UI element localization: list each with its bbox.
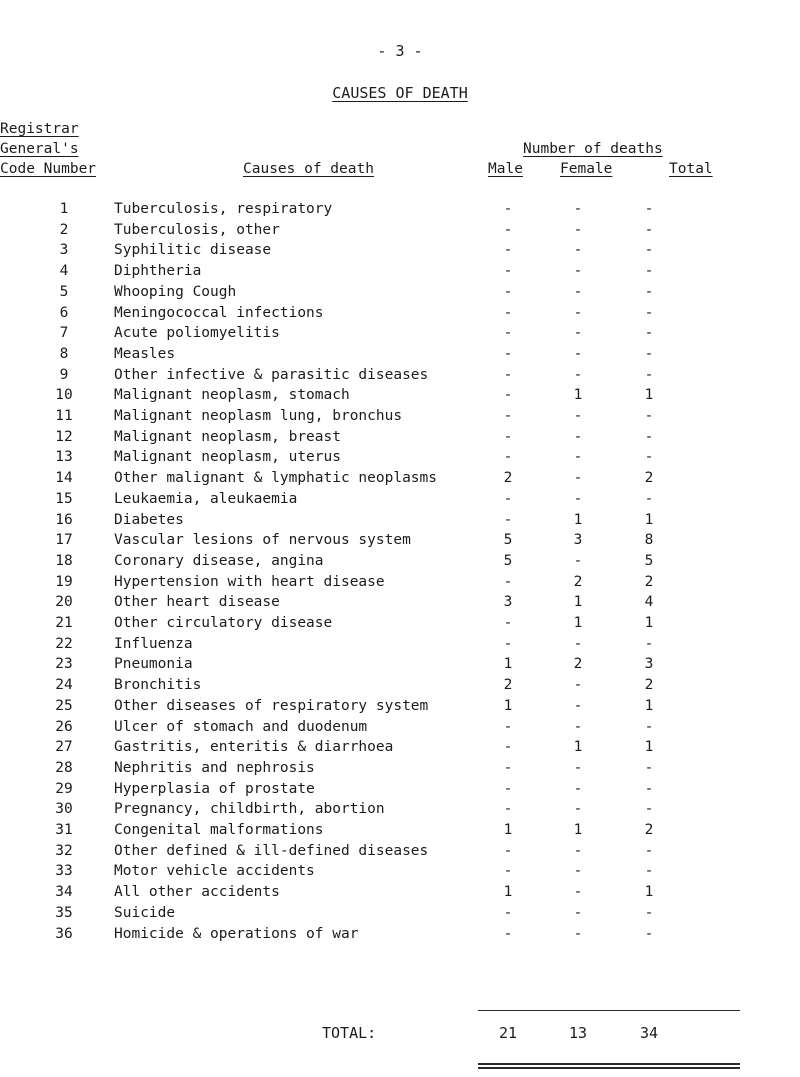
row-total: 8 <box>644 532 654 549</box>
row-total: - <box>644 325 654 342</box>
row-female: - <box>573 470 583 487</box>
header-generals: General's <box>0 141 79 157</box>
row-code: 18 <box>55 552 73 569</box>
row-cause: Malignant neoplasm lung, bronchus <box>114 408 403 424</box>
row-cause: Measles <box>114 345 176 362</box>
row-code: 26 <box>55 718 73 735</box>
row-total: 1 <box>644 884 654 901</box>
table-row <box>0 492 800 512</box>
row-cause: Other defined & ill-defined diseases <box>114 842 429 859</box>
totals-label: TOTAL: <box>322 1024 377 1042</box>
row-female: - <box>573 904 583 921</box>
row-male: 2 <box>503 677 513 694</box>
row-male: - <box>503 263 513 280</box>
row-cause: Suicide <box>114 904 176 921</box>
row-female: - <box>573 325 583 342</box>
row-female: - <box>573 925 583 942</box>
row-male: - <box>503 635 513 652</box>
row-total: 3 <box>644 656 654 673</box>
table-row <box>0 678 800 698</box>
row-male: - <box>503 304 513 321</box>
table-row <box>0 388 800 408</box>
row-cause: Malignant neoplasm, uterus <box>114 449 341 466</box>
page-number: - 3 - <box>377 42 423 60</box>
row-female: - <box>573 863 583 880</box>
row-female: - <box>573 842 583 859</box>
row-total: 5 <box>644 552 654 569</box>
row-code: 28 <box>55 759 73 776</box>
table-row <box>0 347 800 367</box>
row-female: - <box>573 884 583 901</box>
row-cause: All other accidents <box>114 884 280 901</box>
row-cause: Influenza <box>114 635 193 652</box>
row-female: - <box>573 428 583 445</box>
row-male: - <box>503 615 513 631</box>
row-male: - <box>503 201 513 217</box>
row-female: - <box>573 718 583 735</box>
table-row <box>0 699 800 719</box>
table-row <box>0 657 800 677</box>
row-code: 5 <box>59 283 69 300</box>
table-row <box>0 844 800 864</box>
row-cause: Pregnancy, childbirth, abortion <box>114 801 385 818</box>
row-female: - <box>573 552 583 569</box>
row-code: 20 <box>55 594 73 611</box>
table-row <box>0 306 800 326</box>
table-row <box>0 202 800 222</box>
row-male: - <box>503 221 513 238</box>
header-male: Male <box>488 161 523 177</box>
row-male: - <box>503 739 513 756</box>
row-female: - <box>573 242 583 259</box>
row-male: 1 <box>503 822 513 838</box>
row-female: 1 <box>573 822 583 838</box>
row-female: - <box>573 366 583 383</box>
row-total: - <box>644 428 654 445</box>
row-female: - <box>573 304 583 321</box>
row-code: 7 <box>59 325 69 342</box>
row-cause: Nephritis and nephrosis <box>114 759 315 776</box>
row-total: - <box>644 345 654 362</box>
row-female: - <box>573 263 583 280</box>
row-cause: Pneumonia <box>114 656 193 673</box>
row-code: 36 <box>55 925 73 942</box>
row-cause: Malignant neoplasm, stomach <box>114 387 350 404</box>
row-code: 15 <box>55 490 73 507</box>
row-female: 1 <box>573 739 583 756</box>
row-male: - <box>503 325 513 342</box>
row-total: - <box>644 863 654 880</box>
row-female: 1 <box>573 594 583 611</box>
row-total: 1 <box>644 615 654 631</box>
table-row <box>0 326 800 346</box>
row-code: 14 <box>55 470 73 487</box>
row-male: 5 <box>503 532 513 549</box>
row-code: 9 <box>59 366 69 383</box>
row-total: - <box>644 925 654 942</box>
row-male: - <box>503 283 513 300</box>
row-female: - <box>573 408 583 424</box>
totals-total: 34 <box>639 1024 659 1042</box>
row-total: - <box>644 718 654 735</box>
row-female: - <box>573 490 583 507</box>
row-code: 17 <box>55 532 73 549</box>
row-male: - <box>503 759 513 776</box>
row-cause: Other infective & parasitic diseases <box>114 366 429 383</box>
table-row <box>0 927 800 947</box>
row-male: 1 <box>503 697 513 714</box>
row-cause: Whooping Cough <box>114 283 237 300</box>
row-female: - <box>573 677 583 694</box>
row-male: - <box>503 718 513 735</box>
row-cause: Hyperplasia of prostate <box>114 780 315 797</box>
table-row <box>0 513 800 533</box>
row-cause: Other circulatory disease <box>114 615 333 631</box>
table-row <box>0 285 800 305</box>
table-row <box>0 761 800 781</box>
row-total: 1 <box>644 387 654 404</box>
row-male: 2 <box>503 470 513 487</box>
row-total: - <box>644 201 654 217</box>
table-row <box>0 637 800 657</box>
row-code: 31 <box>55 822 73 838</box>
row-cause: Acute poliomyelitis <box>114 325 280 342</box>
table-row <box>0 450 800 470</box>
row-male: - <box>503 904 513 921</box>
row-cause: Malignant neoplasm, breast <box>114 428 341 445</box>
totals-female: 13 <box>568 1024 588 1042</box>
row-code: 3 <box>59 242 69 259</box>
row-female: - <box>573 697 583 714</box>
row-female: - <box>573 635 583 652</box>
table-row <box>0 533 800 553</box>
row-total: 2 <box>644 822 654 838</box>
row-total: - <box>644 449 654 466</box>
row-female: - <box>573 759 583 776</box>
row-total: - <box>644 242 654 259</box>
row-cause: Motor vehicle accidents <box>114 863 315 880</box>
row-total: - <box>644 366 654 383</box>
row-code: 8 <box>59 345 69 362</box>
row-male: - <box>503 801 513 818</box>
row-male: - <box>503 428 513 445</box>
row-code: 12 <box>55 428 73 445</box>
row-code: 22 <box>55 635 73 652</box>
row-cause: Congenital malformations <box>114 822 324 838</box>
row-male: - <box>503 449 513 466</box>
row-code: 32 <box>55 842 73 859</box>
table-row <box>0 554 800 574</box>
row-code: 34 <box>55 884 73 901</box>
row-cause: Other malignant & lymphatic neoplasms <box>114 470 438 487</box>
row-code: 13 <box>55 449 73 466</box>
table-row <box>0 223 800 243</box>
table-row <box>0 264 800 284</box>
row-total: - <box>644 408 654 424</box>
row-male: - <box>503 242 513 259</box>
row-female: - <box>573 780 583 797</box>
header-causes-of-death: Causes of death <box>243 161 374 177</box>
table-row <box>0 243 800 263</box>
row-total: - <box>644 635 654 652</box>
row-code: 21 <box>55 615 73 631</box>
table-row <box>0 802 800 822</box>
row-female: - <box>573 449 583 466</box>
totals-double-rule-1 <box>478 1063 740 1065</box>
row-total: 2 <box>644 573 654 590</box>
row-male: - <box>503 863 513 880</box>
table-row <box>0 782 800 802</box>
row-total: - <box>644 759 654 776</box>
row-total: - <box>644 263 654 280</box>
row-cause: Other heart disease <box>114 594 280 611</box>
row-cause: Tuberculosis, other <box>114 221 280 238</box>
row-code: 30 <box>55 801 73 818</box>
row-cause: Bronchitis <box>114 677 202 694</box>
row-total: - <box>644 842 654 859</box>
row-male: - <box>503 925 513 942</box>
row-female: - <box>573 221 583 238</box>
totals-top-rule <box>478 1010 740 1011</box>
row-code: 1 <box>59 201 69 217</box>
row-female: 1 <box>573 511 583 528</box>
row-code: 6 <box>59 304 69 321</box>
row-male: 1 <box>503 656 513 673</box>
row-total: 2 <box>644 677 654 694</box>
header-number-of-deaths: Number of deaths <box>523 141 663 157</box>
row-male: - <box>503 408 513 424</box>
row-code: 4 <box>59 263 69 280</box>
table-row <box>0 740 800 760</box>
row-female: 1 <box>573 387 583 404</box>
table-row <box>0 471 800 491</box>
row-total: 1 <box>644 697 654 714</box>
row-male: 5 <box>503 552 513 569</box>
totals-male: 21 <box>498 1024 518 1042</box>
row-cause: Coronary disease, angina <box>114 552 324 569</box>
row-male: - <box>503 780 513 797</box>
row-total: - <box>644 283 654 300</box>
row-code: 29 <box>55 780 73 797</box>
table-row <box>0 720 800 740</box>
row-code: 2 <box>59 221 69 238</box>
row-code: 27 <box>55 739 73 756</box>
row-total: - <box>644 221 654 238</box>
row-female: 1 <box>573 615 583 631</box>
table-row <box>0 864 800 884</box>
row-total: 4 <box>644 594 654 611</box>
row-male: - <box>503 366 513 383</box>
row-male: - <box>503 345 513 362</box>
row-cause: Homicide & operations of war <box>114 925 359 942</box>
row-cause: Ulcer of stomach and duodenum <box>114 718 368 735</box>
row-total: - <box>644 904 654 921</box>
page-title: CAUSES OF DEATH <box>332 84 468 102</box>
row-code: 33 <box>55 863 73 880</box>
row-male: - <box>503 511 513 528</box>
row-cause: Gastritis, enteritis & diarrhoea <box>114 739 394 756</box>
row-male: 3 <box>503 594 513 611</box>
row-cause: Tuberculosis, respiratory <box>114 201 333 217</box>
table-row <box>0 409 800 429</box>
row-cause: Diabetes <box>114 511 184 528</box>
row-cause: Meningococcal infections <box>114 304 324 321</box>
row-female: 2 <box>573 656 583 673</box>
row-female: 2 <box>573 573 583 590</box>
row-male: 1 <box>503 884 513 901</box>
row-cause: Leukaemia, aleukaemia <box>114 490 298 507</box>
row-total: - <box>644 304 654 321</box>
row-female: - <box>573 283 583 300</box>
row-male: - <box>503 490 513 507</box>
row-cause: Hypertension with heart disease <box>114 573 385 590</box>
row-cause: Syphilitic disease <box>114 242 272 259</box>
row-total: 1 <box>644 511 654 528</box>
row-code: 10 <box>55 387 73 404</box>
row-code: 35 <box>55 904 73 921</box>
row-male: - <box>503 842 513 859</box>
table-row <box>0 823 800 843</box>
row-total: 1 <box>644 739 654 756</box>
header-code-number: Code Number <box>0 161 97 177</box>
table-row <box>0 430 800 450</box>
row-code: 19 <box>55 573 73 590</box>
header-total: Total <box>669 161 713 177</box>
table-row <box>0 885 800 905</box>
row-total: - <box>644 490 654 507</box>
row-code: 25 <box>55 697 73 714</box>
totals-double-rule-2 <box>478 1067 740 1069</box>
row-total: 2 <box>644 470 654 487</box>
row-code: 16 <box>55 511 73 528</box>
table-row <box>0 575 800 595</box>
row-cause: Other diseases of respiratory system <box>114 697 429 714</box>
row-code: 23 <box>55 656 73 673</box>
table-row <box>0 616 800 636</box>
row-female: - <box>573 345 583 362</box>
row-code: 24 <box>55 677 73 694</box>
row-male: - <box>503 387 513 404</box>
row-total: - <box>644 801 654 818</box>
table-row <box>0 595 800 615</box>
row-female: - <box>573 201 583 217</box>
row-female: - <box>573 801 583 818</box>
table-row <box>0 906 800 926</box>
row-cause: Diphtheria <box>114 263 202 280</box>
header-registrar: Registrar <box>0 121 79 137</box>
row-code: 11 <box>55 408 73 424</box>
row-total: - <box>644 780 654 797</box>
row-cause: Vascular lesions of nervous system <box>114 532 411 549</box>
header-female: Female <box>560 161 613 177</box>
row-female: 3 <box>573 532 583 549</box>
row-male: - <box>503 573 513 590</box>
table-row <box>0 368 800 388</box>
